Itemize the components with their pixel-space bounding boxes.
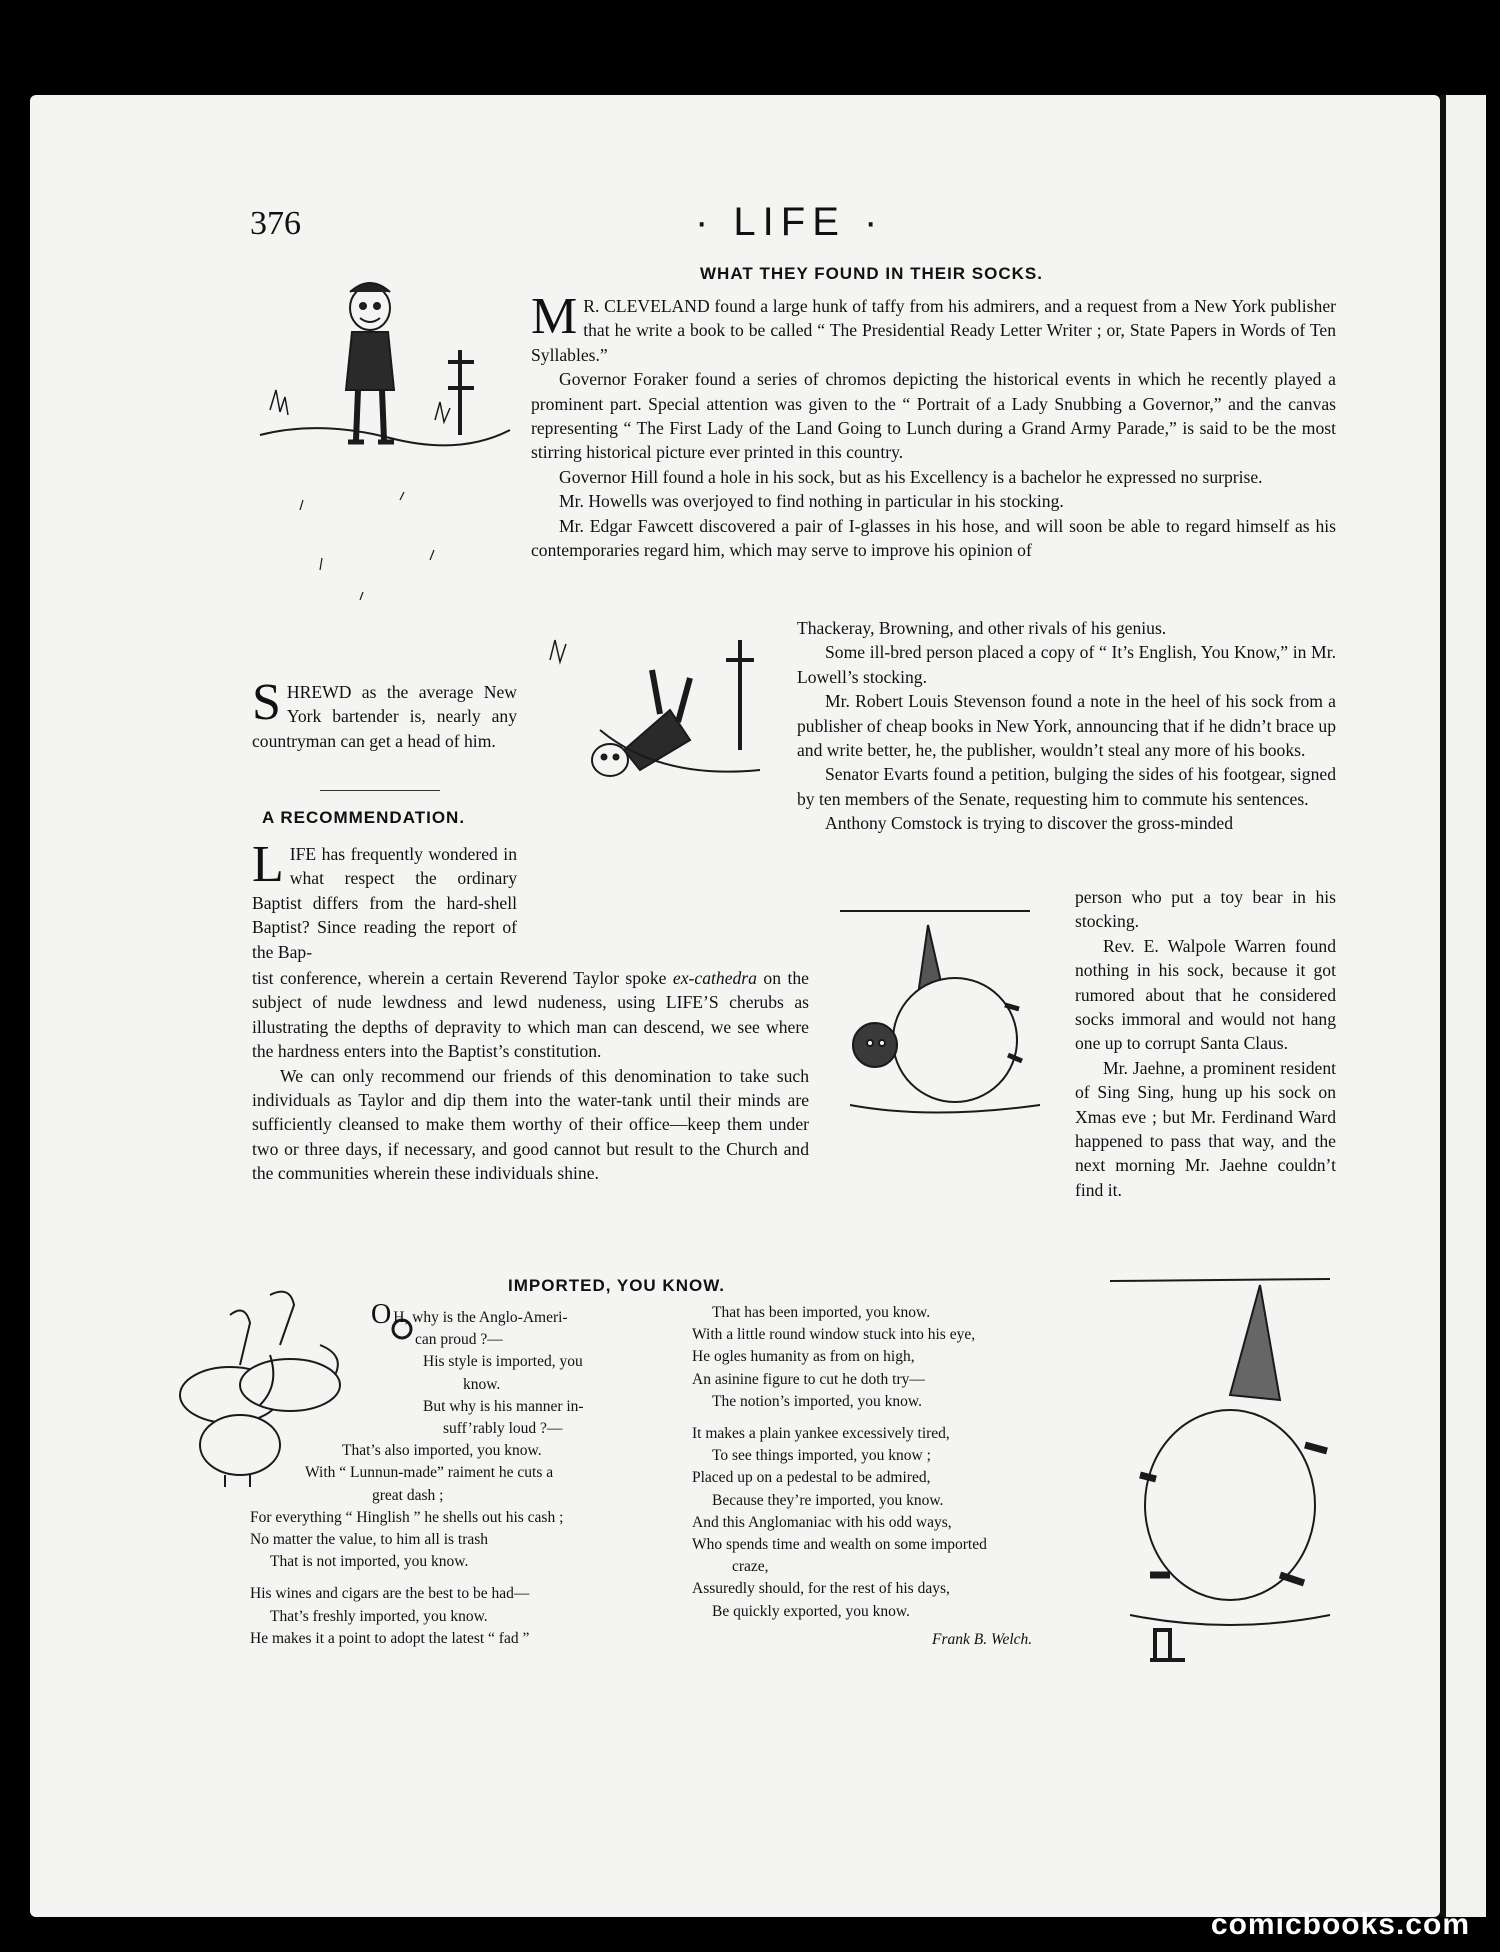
drop-cap: S (252, 674, 281, 731)
snowball-illustration (840, 905, 1055, 1135)
drop-cap: O (371, 1299, 392, 1330)
socks-para-5-cont: Thackeray, Browning, and other rivals of his genius. (797, 618, 1167, 638)
poem-left-column: O H, why is the Anglo-Ameri- can proud ?— His style is imported, you know. But why is his manner in- suff’rably loud ?— That’s also imported, you know. With “ Lunnun-made” raiment he cuts a great dash ; For everything “ Hinglish ” he shells out his cash ; No matter the value, to him all is trash That is not imported, you know. His wines and cigars are the best to be had— That’s freshly imported, you know. He makes it a point to adopt the latest “ fad ” (250, 1299, 584, 1647)
socks-para-9: Anthony Comstock is trying to discover the gross-minded (825, 813, 1234, 834)
next-page-edge (1440, 95, 1486, 1917)
socks-para-7: Mr. Robert Louis Stevenson found a note in the heel of his sock from a publisher of cheap books in New York, announcing that if he didn’t brace up and write better, he, the publisher, wouldn’t steal any more of his books. (797, 691, 1336, 761)
masthead: · LIFE · (695, 200, 885, 244)
socks-para-4: Mr. Howells was overjoyed to find nothing in particular in his stocking. (559, 491, 1064, 512)
socks-para-2: Governor Foraker found a series of chromos depicting the historical events in which he recently played a prominent part. Special attention was given to the “ Portrait of a Lady Snubbing a Governor,” and the canvas representing “ The First Lady of the Land Going to Lunch during a Grand Army Parade,” is said to be the most stirring historical picture ever printed in this country. (531, 369, 1336, 463)
recommendation-top: LIFE has frequently wondered in what respect the ordinary Baptist differs from the hard-shell Baptist? Since reading the report of the Bap- (252, 836, 517, 962)
socks-para-6: Some ill-bred person placed a copy of “ It’s English, You Know,” in Mr. Lowell’s stocking. (797, 642, 1336, 687)
socks-article-narrow (1075, 885, 1336, 1202)
socks-title: WHAT THEY FOUND IN THEIR SOCKS. (700, 264, 1043, 283)
snowball-boot-illustration (1110, 1275, 1340, 1680)
divider (320, 790, 440, 791)
boy-illustration (260, 270, 510, 650)
signature: Frank B. Welch. (932, 1630, 1033, 1648)
watermark: comicbooks.com (1210, 1908, 1470, 1941)
imported-title: IMPORTED, YOU KNOW. (508, 1276, 726, 1295)
drop-cap: M (531, 288, 578, 345)
recommendation-title: A RECOMMENDATION. (262, 808, 466, 827)
page-number: 376 (250, 205, 301, 242)
socks-para-11: Mr. Jaehne, a prominent resident of Sing Sing, hung up his sock on Xmas eve ; but Mr. Ferdinand Ward happened to pass that way, and the next morning Mr. Jaehne couldn’t find it. (1075, 1057, 1336, 1200)
socks-article-top (531, 288, 1336, 562)
recommendation-para-2: We can only recommend our friends of this denomination to take such individuals as Taylor and dip them into the water-tank until their minds are sufficiently cleansed to make them worthy of their office—keep them under two or three days, if necessary, and good cannot but result to the Church and the communities wherein these individuals shine. (252, 1065, 809, 1184)
socks-para-1: M R. CLEVELAND found a large hunk of taffy from his admirers, and a request from a New York publisher that he write a book to be called “ The Presidential Ready Letter Writer ; or, State Papers in Words of Ten Syllables.” (531, 288, 1336, 365)
socks-article-mid (797, 616, 1336, 836)
recommendation-body: tist conference, wherein a certain Reverend Taylor spoke ex-cathedra on the subject of nude lewdness and lewd nudeness, using LIFE’S cherubs as illustrating the depths of depravity to which man can descend, we see where the hardness enters into the Baptist’s constitution. We can only recommend our friends of this denomination to take such individuals as Taylor and dip them into the water-tank until their minds are sufficiently cleansed to make them worthy of their office—keep them under two or three days, if necessary, and good cannot but result to the Church and the communities wherein these individuals shine. (252, 966, 809, 1186)
socks-para-3: Governor Hill found a hole in his sock, but as his Excellency is a bachelor he expressed no surprise. (559, 466, 1263, 487)
socks-para-9-cont: person who put a toy bear in his stocking. (1075, 887, 1336, 932)
socks-para-5: Mr. Edgar Fawcett discovered a pair of I-glasses in his hose, and will soon be able to regard himself as his contemporaries regard him, which may serve to improve his opinion of (531, 515, 1336, 561)
socks-para-10: Rev. E. Walpole Warren found nothing in his sock, because it got rumored about that he considered socks immoral and would not hang one up to corrupt Santa Claus. (1075, 935, 1336, 1054)
poem-right-column: That has been imported, you know. With a little round window stuck into his eye, He ogles humanity as from on high, An asinine figure to cut he doth try— The notion’s imported, you know. It makes a plain yankee excessively tired, To see things imported, you know ; Placed up on a pedestal to be admired, Because they’re imported, you know. And this Anglomaniac with his odd ways, Who spends time and wealth on some imported craze, Assuredly should, for the rest of his days, Be quickly exported, you know. Frank B. Welch. (692, 1302, 1112, 1651)
falling-boy-illustration (540, 630, 770, 810)
drop-cap: L (252, 836, 284, 893)
shrewd-paragraph: SHREWD as the average New York bartender is, nearly any countryman can get a head of him. (252, 674, 517, 751)
socks-para-8: Senator Evarts found a petition, bulging the sides of his footgear, signed by ten members of the Senate, requesting him to commute his sentences. (797, 764, 1336, 809)
